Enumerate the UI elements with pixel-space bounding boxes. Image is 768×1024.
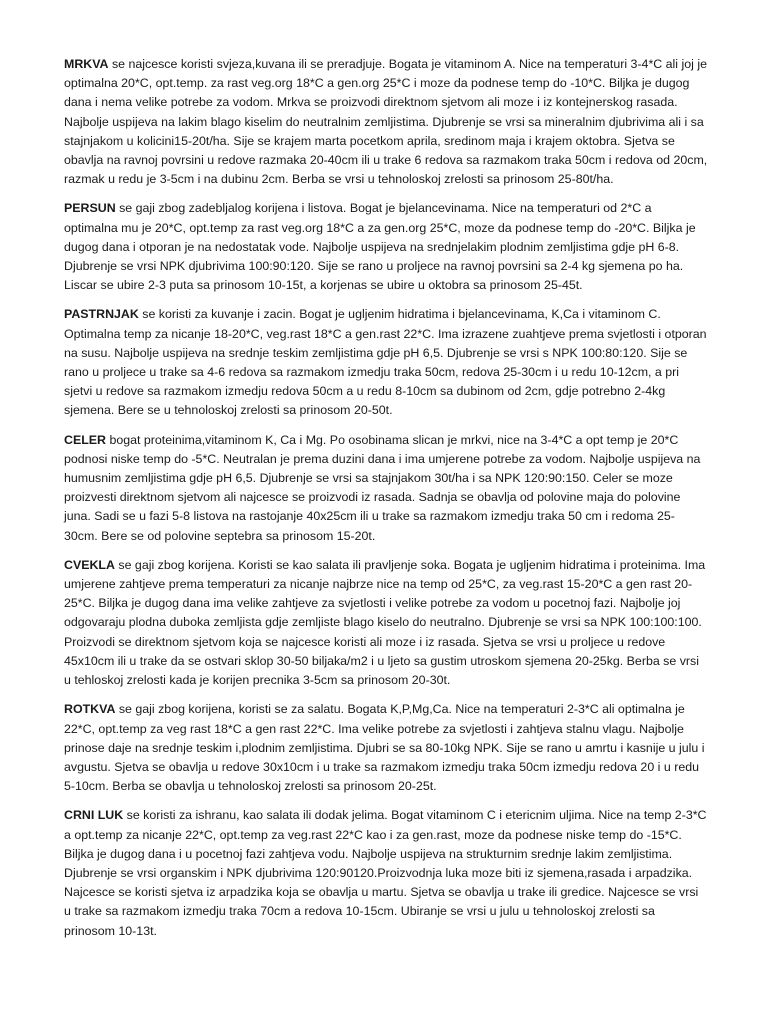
- paragraph-crni-luk: [64, 806, 708, 940]
- paragraph-term: ROTKVA: [64, 702, 116, 717]
- paragraph-cvekla: [64, 556, 708, 690]
- paragraph-celer: [64, 431, 708, 546]
- paragraph-term: CRNI LUK: [64, 808, 124, 823]
- paragraph-pastrnjak: [64, 305, 708, 420]
- paragraph-text: bogat proteinima,vitaminom K, Ca i Mg. Po osobinama slican je mrkvi, nice na 3-4*C a opt temp je 20*C podnosi niske temp do -5*C. Neutralan je prema duzini dana i ima umjerene potrebe za vodom. Najbolje uspijeva na humusnim zemljistima gdje pH 6,5. Djubrenje se vrsi sa stajnjakom 30t/ha i sa NPK 120:90:150. Celer se moze proizvesti direktnom sjetvom ali najcesce se proizvodi iz rasada. Sadnja se obavlja od polovine maja do polovine juna. Sadi se u fazi 5-8 listova na rastojanje 40x25cm ili u trake sa razmakom izmedju traka 50 cm i redoma 25-30cm. Bere se od polovine septebra sa prinosom 15-20t.: [64, 432, 701, 543]
- paragraph-persun: [64, 199, 708, 295]
- paragraph-term: CELER: [64, 432, 106, 447]
- paragraph-text: se najcesce koristi svjeza,kuvana ili se preradjuje. Bogata je vitaminom A. Nice na temperaturi 3-4*C ali joj je optimalna 20*C, opt.temp. za rast veg.org 18*C a gen.org 25*C i moze da podnese temp do -10*C. Biljka je dugog dana i nema velike potrebe za vodom. Mrkva se proizvodi direktnom sjetvom ali moze i iz kontejnerskog rasada. Najbolje uspijeva na lakim blago kiselim do neutralnim zemljistima. Djubrenje se vrsi sa mineralnim djubrivima ali i sa stajnjakom u kolicini15-20t/ha. Sije se krajem marta pocetkom aprila, sredinom maja i krajem oktobra. Sjetva se obavlja na ravnoj povrsini u redove razmaka 20-40cm ili u trake 6 redova sa razmakom traka 50cm i redova od 20cm, razmak u redu je 3-5cm i na dubinu 2cm. Berba se vrsi u tehnoloskoj zrelosti sa prinosom 25-80t/ha.: [64, 57, 708, 187]
- paragraph-term: PERSUN: [64, 201, 116, 216]
- document-page: [64, 55, 708, 951]
- paragraph-text: se gaji zbog korijena. Koristi se kao salata ili pravljenje soka. Bogata je ugljenim hidratima i proteinima. Ima umjerene zahtjeve prema temperaturi za nicanje najbrze nice na temp od 25*C, za veg.rast 15-20*C a gen rast 20-25*C. Biljka je dugog dana ima velike zahtjeve za svjetlosti i velike potrebe za vodom u pocetnoj fazi. Najbolje joj odgovaraju plodna duboka zemljista gdje zemljiste blago kiselo do neutralno. Djubrenje se vrsi sa NPK 100:100:100. Proizvodi se direktnom sjetvom koja se najcesce koristi ali moze i iz rasada. Sjetva se vrsi u proljece u redove 45x10cm ili u trake da se ostvari sklop 30-50 biljaka/m2 i u ljeto sa gustim utroskom sjemena 20-25kg. Berba se vrsi u tehloskoj zrelosti kada je korijen precnika 3-5cm sa prinosom 20-30t.: [64, 557, 706, 688]
- paragraph-rotkva: [64, 700, 708, 796]
- paragraph-text: se gaji zbog korijena, koristi se za salatu. Bogata K,P,Mg,Ca. Nice na temperaturi 2-3*C ali optimalna je 22*C, opt.temp za veg rast 18*C a gen rast 22*C. Ima velike potrebe za svjetlosti i zahtjeva stalnu vlagu. Najbolje prinose daje na srednje teskim i,plodnim zemljistima. Djubri se sa 80-10kg NPK. Sije se rano u amrtu i kasnije u julu i avgustu. Sjetva se obavlja u redove 30x10cm i u trake sa razmakom izmedju traka 50cm izmedju redova 20 i u redu 5-10cm. Berba se obavlja u tehnoloskoj zrelosti sa prinosom 20-25t.: [64, 702, 705, 794]
- paragraph-term: MRKVA: [64, 57, 109, 71]
- paragraph-term: CVEKLA: [64, 557, 115, 572]
- paragraph-text: se gaji zbog zadebljalog korijena i listova. Bogat je bjelancevinama. Nice na temperaturi od 2*C a optimalna mu je 20*C, opt.temp za rast veg.org 18*C a za gen.org 25*C, moze da podnese temp do -20*C. Biljka je dugog dana i otporan je na nedostatak vode. Najbolje uspijeva na srednjelakim plodnim zemljistima gdje pH 6-8. Djubrenje se vrsi NPK djubrivima 100:90:120. Sije se rano u proljece na ravnoj povrsini sa 2-4 kg sjemena po ha. Liscar se ubire 2-3 puta sa prinosom 10-15t, a korjenas se ubire u oktobra sa prinosom 25-45t.: [64, 201, 696, 293]
- paragraph-text: se koristi za ishranu, kao salata ili dodak jelima. Bogat vitaminom C i etericnim uljima. Nice na temp 2-3*C a opt.temp za nicanje 22*C, opt.temp za veg.rast 22*C kao i za gen.rast, moze da podnese niske temp do -15*C. Biljka je dugog dana i u pocetnoj fazi zahtjeva vodu. Najbolje uspijeva na strukturnim srednje lakim zemljistima. Djubrenje se vrsi organskim i NPK djubrivima 120:90120.Proizvodnja luka moze biti iz sjemena,rasada i arpadzika. Najcesce se koristi sjetva iz arpadzika koja se obavlja u martu. Sjetva se obavlja u trake ili gredice. Najcesce se vrsi u trake sa razmakom izmedju traka 70cm a redova 10-15cm. Ubiranje se vrsi u julu u tehnoloskoj zrelosti sa prinosom 10-13t.: [64, 808, 707, 938]
- paragraph-term: PASTRNJAK: [64, 307, 139, 322]
- paragraph-text: se koristi za kuvanje i zacin. Bogat je ugljenim hidratima i bjelancevinama, K,Ca i vitaminom C. Optimalna temp za nicanje 18-20*C, veg.rast 18*C a gen.rast 22*C. Ima izrazene zuahtjeve prema svjetlosti i otporan na susu. Najbolje uspijeva na srednje teskim zemljistima gdje pH 6,5. Djubrenje se vrsi s NPK 100:80:120. Sije se rano u proljece u trake sa 4-6 redova sa razmakom izmedju traka 50cm, redova 25-30cm i u redu 10-12cm, a pri sjetvi u redove sa razmakom izmedju redova 50cm a u redu 8-10cm sa dubinom od 2cm, gdje potrebno 2-4kg sjemena. Bere se u tehnoloskoj zrelosti sa prinosom 20-50t.: [64, 307, 707, 418]
- paragraph-mrkva: [64, 55, 708, 189]
